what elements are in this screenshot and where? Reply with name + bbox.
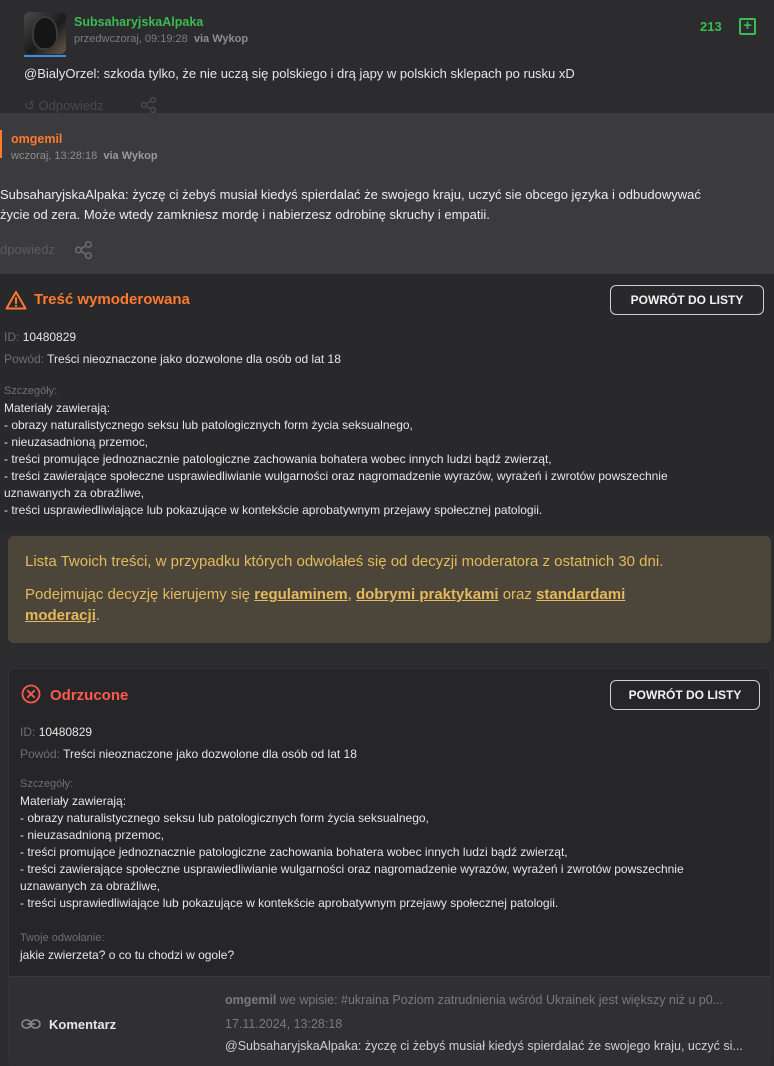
moderation-details — [20, 776, 768, 912]
id-label: ID: — [20, 725, 36, 739]
appeal-text-block — [20, 930, 234, 964]
back-to-list-button[interactable]: POWRÓT DO LISTY — [610, 680, 760, 710]
details-line: - obrazy naturalistycznego seksu lub patologicznych form życia seksualnego, — [20, 811, 429, 825]
highlight-bar — [0, 130, 2, 158]
details-line: - nieuzasadnioną przemoc, — [20, 828, 165, 842]
rejected-icon — [21, 684, 41, 707]
comment-text — [0, 185, 774, 225]
id-label: ID: — [4, 330, 20, 344]
comment-meta — [11, 150, 158, 162]
notice-line-1: Lista Twoich treści, w przypadku których odwołałeś się od decyzji moderatora z ostatnich 30 dni. — [25, 553, 664, 570]
reply-label: Odpowiedz — [38, 98, 104, 113]
details-line: - treści usprawiedliwiające lub pokazujące w kontekście aprobatywnym przejawy społecznej patologii. — [20, 896, 559, 910]
back-to-list-button[interactable]: POWRÓT DO LISTY — [610, 285, 764, 315]
details-line: - nieuzasadnioną przemoc, — [4, 435, 149, 449]
details-label: Szczegóły: — [4, 385, 58, 397]
reason-value: Treści nieoznaczone jako dozwolone dla osób od lat 18 — [63, 747, 357, 761]
comment-author[interactable]: SubsaharyjskaAlpaka — [74, 15, 204, 29]
moderation-id — [4, 330, 76, 344]
warning-icon — [5, 290, 27, 313]
details-line: - obrazy naturalistycznego seksu lub patologicznych form życia seksualnego, — [4, 418, 413, 432]
comment-author[interactable]: omgemil — [225, 993, 277, 1007]
details-line: - treści usprawiedliwiające lub pokazujące w kontekście aprobatywnym przejawy społecznej patologii. — [4, 503, 543, 517]
comment-via: via Wykop — [193, 33, 249, 45]
referenced-comment[interactable] — [9, 976, 770, 1066]
comment-text-line: życie od zera. Może wtedy zamkniesz mordę i nabierzesz odrobinę skruchy i empatii. — [0, 207, 490, 222]
appeal-status-title: Odrzucone — [50, 687, 129, 704]
reply-link[interactable] — [24, 98, 104, 114]
upvote-button[interactable]: + — [739, 18, 756, 35]
vote-count: 213 — [700, 19, 722, 34]
comment-date: 17.11.2024, 13:28:18 — [225, 1017, 343, 1031]
reason-value: Treści nieoznaczone jako dozwolone dla osób od lat 18 — [47, 352, 341, 366]
details-line: - treści promujące jednoznacznie patologiczne zachowania bohatera wobec innych ludzi bądź zwierząt, — [20, 845, 568, 859]
details-line: - treści zawierające społeczne usprawiedliwianie wulgarności oraz nagromadzenie wyrazów, wyrażeń i zwrotów powszechnie — [4, 469, 668, 483]
comment-subsaharyjska — [0, 0, 774, 113]
moderation-panel — [0, 274, 774, 532]
rules-link[interactable]: regulaminem — [254, 586, 348, 603]
id-value: 10480829 — [22, 330, 77, 344]
moderation-details — [4, 383, 770, 519]
appeal-panel — [8, 668, 771, 1066]
comment-via: via Wykop — [103, 150, 158, 162]
good-practices-link[interactable]: dobrymi praktykami — [355, 586, 499, 603]
moderation-title: Treść wymoderowana — [34, 291, 190, 308]
reason-label: Powód: — [20, 747, 61, 761]
moderation-reason — [4, 352, 341, 366]
id-value: 10480829 — [38, 725, 93, 739]
notice-line-2: Podejmując decyzję kierujemy się regulaminem, dobrymi praktykami oraz standardami moderacji. — [25, 586, 626, 624]
details-line: - treści zawierające społeczne usprawiedliwianie wulgarności oraz nagromadzenie wyrazów, wyrażeń i zwrotów powszechnie — [20, 862, 684, 876]
details-label: Szczegóły: — [20, 778, 74, 790]
details-line: uznawanych za obraźliwe, — [20, 879, 161, 893]
reply-icon: ↺ — [24, 98, 35, 113]
reason-label: Powód: — [4, 352, 45, 366]
moderation-reason — [20, 747, 357, 761]
appeals-notice — [8, 536, 771, 643]
comment-text-line: SubsaharyjskaAlpaka: życzę ci żebyś musiał kiedyś spierdalać że swojego kraju, uczyć sie obcego języka i odbudowywać — [0, 187, 701, 202]
reply-link[interactable]: dpowiedz — [0, 242, 55, 257]
comment-text: @BialyOrzel: szkoda tylko, że nie uczą się polskiego i drą japy w polskich sklepach po rusku xD — [24, 66, 575, 81]
comment-context — [225, 993, 765, 1007]
appeal-text: jakie zwierzeta? o co tu chodzi w ogole? — [20, 948, 235, 962]
details-line: Materiały zawierają: — [20, 794, 127, 808]
details-line: - treści promujące jednoznacznie patologiczne zachowania bohatera wobec innych ludzi bądź zwierząt, — [4, 452, 552, 466]
avatar[interactable] — [24, 12, 66, 54]
comment-timestamp: wczoraj, 13:28:18 — [11, 150, 98, 162]
details-line: uznawanych za obraźliwe, — [4, 486, 145, 500]
comment-timestamp: przedwczoraj, 09:19:28 — [74, 33, 188, 45]
share-icon[interactable] — [74, 240, 94, 263]
comment-excerpt: @SubsaharyjskaAlpaka: życzę ci żebyś musiał kiedyś spierdalać że swojego kraju, uczyć si... — [225, 1039, 743, 1053]
comment-entry-context: we wpisie: #ukraina Poziom zatrudnienia wśród Ukrainek jest większy niż u p0... — [276, 993, 724, 1007]
avatar-underline — [24, 55, 66, 57]
comment-meta — [74, 33, 248, 45]
comment-omgemil — [0, 113, 774, 274]
details-line: Materiały zawierają: — [4, 401, 111, 415]
link-icon — [21, 1017, 41, 1034]
moderation-standards-link[interactable]: standardami moderacji — [25, 586, 626, 624]
comment-type-label: Komentarz — [49, 1017, 117, 1032]
appeal-label: Twoje odwołanie: — [20, 932, 105, 944]
comment-author[interactable]: omgemil — [11, 132, 63, 146]
moderation-id — [20, 725, 92, 739]
